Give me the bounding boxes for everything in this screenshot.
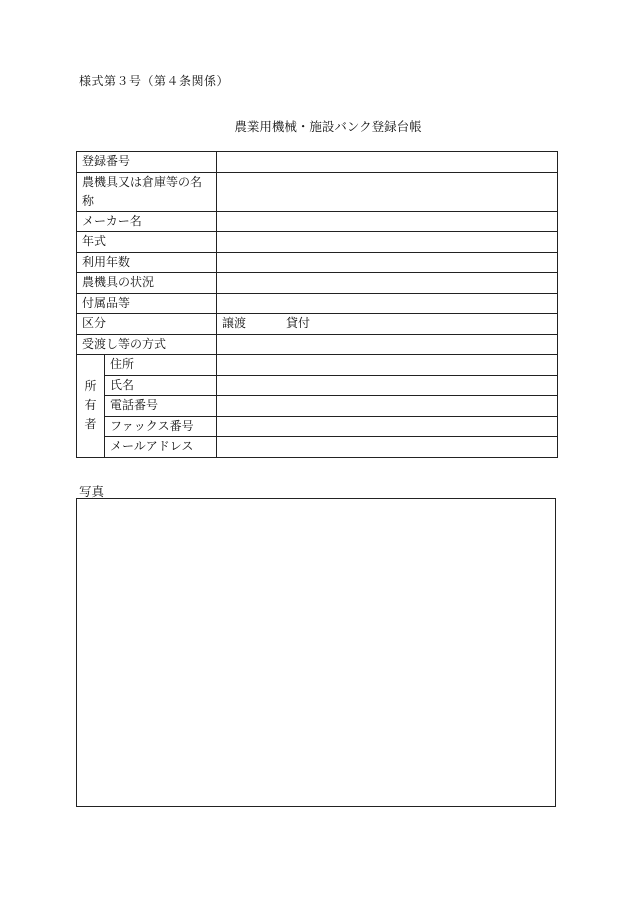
label-year: 年式 [77,232,217,253]
field-category[interactable] [217,314,558,335]
field-owner-phone[interactable] [217,396,558,417]
photo-box[interactable] [76,498,556,807]
field-accessories[interactable] [217,293,558,314]
owner-char: 有 [84,398,97,413]
label-owner-fax: ファックス番号 [105,416,217,437]
label-equipment-name: 農機具又は倉庫等の名称 [77,172,217,211]
field-owner-name[interactable] [217,375,558,396]
table-row [77,172,558,211]
field-maker[interactable] [217,211,558,232]
registration-table [76,151,558,458]
document-title: 農業用機械・施設バンク登録台帳 [234,119,422,134]
owner-label [77,355,105,458]
table-row [77,396,558,417]
label-years-used: 利用年数 [77,252,217,273]
field-registration-no[interactable] [217,152,558,173]
table-row [77,152,558,173]
label-maker: メーカー名 [77,211,217,232]
form-number: 様式第３号（第４条関係） [79,74,230,88]
table-row [77,375,558,396]
table-row [77,334,558,355]
table-row [77,211,558,232]
field-owner-fax[interactable] [217,416,558,437]
label-handover-method: 受渡し等の方式 [77,334,217,355]
field-owner-address[interactable] [217,355,558,376]
field-year[interactable] [217,232,558,253]
table-row [77,355,558,376]
field-condition[interactable] [217,273,558,294]
category-option-lend[interactable]: 貸付 [286,316,311,331]
owner-char: 者 [84,417,97,432]
photo-label: 写真 [79,484,105,499]
label-owner-email: メールアドレス [105,437,217,458]
label-condition: 農機具の状況 [77,273,217,294]
label-category: 区分 [77,314,217,335]
field-years-used[interactable] [217,252,558,273]
label-owner-name: 氏名 [105,375,217,396]
table-row [77,273,558,294]
table-row [77,416,558,437]
table-row [77,437,558,458]
table-row [77,252,558,273]
field-equipment-name[interactable] [217,172,558,211]
owner-char: 所 [84,379,97,394]
table-row [77,293,558,314]
label-owner-phone: 電話番号 [105,396,217,417]
table-row [77,314,558,335]
label-owner-address: 住所 [105,355,217,376]
table-row [77,232,558,253]
label-registration-no: 登録番号 [77,152,217,173]
field-owner-email[interactable] [217,437,558,458]
label-accessories: 付属品等 [77,293,217,314]
category-option-transfer[interactable]: 譲渡 [222,316,247,331]
field-handover-method[interactable] [217,334,558,355]
